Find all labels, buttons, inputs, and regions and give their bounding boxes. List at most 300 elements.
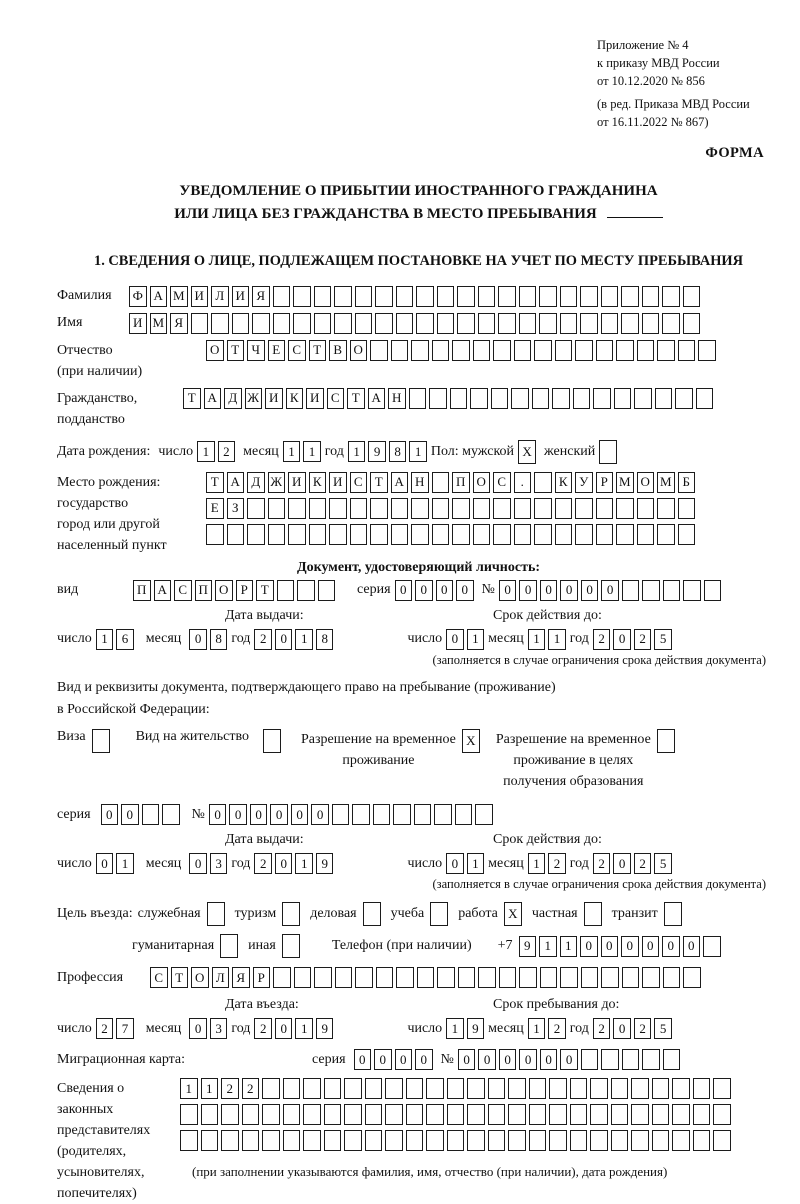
birth-place-cell[interactable] [247, 498, 265, 519]
phone-cell[interactable]: 1 [539, 936, 557, 957]
birth-place-cell[interactable]: Т [370, 472, 388, 493]
stay-until-year-cell[interactable]: 2 [634, 1018, 652, 1039]
birth-place-cell[interactable]: Б [678, 472, 696, 493]
profession-cell[interactable] [335, 967, 353, 988]
doc-valid-month-cell[interactable]: 1 [548, 629, 566, 650]
permit-valid-year-cell[interactable]: 0 [613, 853, 631, 874]
representative-cell[interactable]: 2 [221, 1078, 239, 1099]
surname-cell[interactable] [293, 286, 311, 307]
citizenship-cell[interactable] [450, 388, 468, 409]
patronymic-cell[interactable] [637, 340, 655, 361]
patronymic-cell[interactable]: Т [227, 340, 245, 361]
surname-cell[interactable]: Ф [129, 286, 147, 307]
given-name-cell[interactable]: М [150, 313, 168, 334]
profession-cell[interactable] [417, 967, 435, 988]
representative-cell[interactable] [652, 1078, 670, 1099]
patronymic-cell[interactable] [411, 340, 429, 361]
permit-valid-month-cell[interactable]: 2 [548, 853, 566, 874]
birth-place-cell[interactable] [350, 498, 368, 519]
permit-number-cell[interactable] [393, 804, 411, 825]
representative-cell[interactable] [447, 1130, 465, 1151]
doc-valid-month-cell[interactable]: 1 [528, 629, 546, 650]
birth-place-cell[interactable]: И [288, 472, 306, 493]
representative-cell[interactable] [344, 1130, 362, 1151]
given-name-cell[interactable] [621, 313, 639, 334]
birth-place-cell[interactable] [227, 524, 245, 545]
patronymic-cell[interactable] [678, 340, 696, 361]
citizenship-cell[interactable]: Т [183, 388, 201, 409]
profession-cell[interactable]: С [150, 967, 168, 988]
birth-place-cell[interactable] [329, 524, 347, 545]
birth-place-cell[interactable] [514, 524, 532, 545]
representative-cell[interactable] [221, 1104, 239, 1125]
given-name-cell[interactable] [519, 313, 537, 334]
purpose-cell[interactable] [430, 902, 448, 926]
given-name-cell[interactable] [498, 313, 516, 334]
birth-place-cell[interactable] [268, 498, 286, 519]
citizenship-cell[interactable]: Н [388, 388, 406, 409]
doc-issue-day-cell[interactable]: 1 [96, 629, 114, 650]
birth-place-cell[interactable] [206, 524, 224, 545]
given-name-cell[interactable] [396, 313, 414, 334]
migration-series-cell[interactable]: 0 [354, 1049, 372, 1070]
purpose-cell[interactable] [584, 902, 602, 926]
permit-number-cell[interactable]: 0 [229, 804, 247, 825]
permit-valid-month-cell[interactable]: 1 [528, 853, 546, 874]
migration-series-cell[interactable]: 0 [374, 1049, 392, 1070]
patronymic-cell[interactable] [514, 340, 532, 361]
representative-cell[interactable] [611, 1078, 629, 1099]
permit-number-cell[interactable] [475, 804, 493, 825]
representative-cell[interactable] [262, 1104, 280, 1125]
doc-valid-day-cell[interactable]: 1 [467, 629, 485, 650]
birth-place-cell[interactable]: А [391, 472, 409, 493]
doc-type-cell[interactable]: С [174, 580, 192, 601]
doc-type-cell[interactable]: Р [236, 580, 254, 601]
representative-cell[interactable] [242, 1104, 260, 1125]
patronymic-cell[interactable]: С [288, 340, 306, 361]
citizenship-cell[interactable]: А [204, 388, 222, 409]
representative-cell[interactable] [426, 1078, 444, 1099]
profession-cell[interactable] [601, 967, 619, 988]
surname-cell[interactable]: Л [211, 286, 229, 307]
representative-cell[interactable] [324, 1078, 342, 1099]
migration-number-cell[interactable] [663, 1049, 681, 1070]
representative-cell[interactable] [365, 1130, 383, 1151]
representative-cell[interactable] [590, 1130, 608, 1151]
permit-issue-year-cell[interactable]: 0 [275, 853, 293, 874]
permit-valid-day-cell[interactable]: 1 [467, 853, 485, 874]
phone-cell[interactable]: 1 [560, 936, 578, 957]
migration-number-cell[interactable] [601, 1049, 619, 1070]
given-name-cell[interactable] [601, 313, 619, 334]
doc-number-cell[interactable]: 0 [519, 580, 537, 601]
profession-cell[interactable]: Л [212, 967, 230, 988]
profession-cell[interactable] [437, 967, 455, 988]
stay-until-month-cell[interactable]: 1 [528, 1018, 546, 1039]
birth-place-cell[interactable] [616, 524, 634, 545]
birth-place-cell[interactable]: К [309, 472, 327, 493]
doc-issue-month-cell[interactable]: 0 [189, 629, 207, 650]
permit-valid-year-cell[interactable]: 2 [593, 853, 611, 874]
given-name-cell[interactable] [232, 313, 250, 334]
permit-number-cell[interactable] [434, 804, 452, 825]
visa-cell[interactable] [92, 729, 110, 753]
patronymic-cell[interactable] [452, 340, 470, 361]
doc-type-cell[interactable]: Т [256, 580, 274, 601]
representative-cell[interactable] [529, 1104, 547, 1125]
birth-place-cell[interactable] [473, 524, 491, 545]
representative-cell[interactable] [385, 1130, 403, 1151]
profession-cell[interactable] [642, 967, 660, 988]
profession-cell[interactable] [273, 967, 291, 988]
doc-type-cell[interactable]: П [133, 580, 151, 601]
representative-cell[interactable] [324, 1130, 342, 1151]
representative-cell[interactable] [303, 1130, 321, 1151]
representative-cell[interactable] [631, 1078, 649, 1099]
birth-place-cell[interactable]: У [575, 472, 593, 493]
birth-place-cell[interactable] [534, 524, 552, 545]
phone-cell[interactable] [703, 936, 721, 957]
doc-number-cell[interactable] [622, 580, 640, 601]
birth-place-cell[interactable] [432, 472, 450, 493]
surname-cell[interactable] [601, 286, 619, 307]
temp-residence-edu-cell[interactable] [657, 729, 675, 753]
stay-until-month-cell[interactable]: 2 [548, 1018, 566, 1039]
purpose-cell[interactable] [664, 902, 682, 926]
stay-until-day-cell[interactable]: 9 [467, 1018, 485, 1039]
doc-type-cell[interactable]: А [154, 580, 172, 601]
surname-cell[interactable] [314, 286, 332, 307]
birth-place-cell[interactable] [247, 524, 265, 545]
patronymic-cell[interactable]: Ч [247, 340, 265, 361]
entry-year-cell[interactable]: 9 [316, 1018, 334, 1039]
birth-place-cell[interactable] [288, 524, 306, 545]
birth-place-cell[interactable]: Р [596, 472, 614, 493]
citizenship-cell[interactable] [491, 388, 509, 409]
profession-cell[interactable] [355, 967, 373, 988]
citizenship-cell[interactable]: И [306, 388, 324, 409]
patronymic-cell[interactable]: О [350, 340, 368, 361]
doc-number-cell[interactable] [663, 580, 681, 601]
patronymic-cell[interactable] [596, 340, 614, 361]
representative-cell[interactable] [570, 1078, 588, 1099]
representative-cell[interactable]: 2 [242, 1078, 260, 1099]
representative-cell[interactable] [283, 1104, 301, 1125]
citizenship-cell[interactable] [614, 388, 632, 409]
doc-valid-year-cell[interactable]: 0 [613, 629, 631, 650]
representative-cell[interactable] [426, 1130, 444, 1151]
representative-cell[interactable] [570, 1130, 588, 1151]
profession-cell[interactable] [294, 967, 312, 988]
surname-cell[interactable] [621, 286, 639, 307]
citizenship-cell[interactable]: К [286, 388, 304, 409]
representative-cell[interactable] [180, 1130, 198, 1151]
migration-number-cell[interactable]: 0 [458, 1049, 476, 1070]
birth-place-cell[interactable] [657, 498, 675, 519]
doc-issue-year-cell[interactable]: 2 [254, 629, 272, 650]
doc-series-cell[interactable]: 0 [415, 580, 433, 601]
representative-cell[interactable] [713, 1104, 731, 1125]
representative-cell[interactable] [303, 1078, 321, 1099]
birth-place-cell[interactable] [452, 498, 470, 519]
representative-cell[interactable] [652, 1104, 670, 1125]
birth-place-cell[interactable]: К [555, 472, 573, 493]
profession-cell[interactable] [499, 967, 517, 988]
representative-cell[interactable] [611, 1130, 629, 1151]
permit-issue-year-cell[interactable]: 2 [254, 853, 272, 874]
stay-until-year-cell[interactable]: 2 [593, 1018, 611, 1039]
representative-cell[interactable] [385, 1078, 403, 1099]
permit-number-cell[interactable]: 0 [250, 804, 268, 825]
doc-valid-year-cell[interactable]: 2 [634, 629, 652, 650]
entry-month-cell[interactable]: 0 [189, 1018, 207, 1039]
profession-cell[interactable] [622, 967, 640, 988]
birth-place-cell[interactable]: О [473, 472, 491, 493]
representative-cell[interactable] [488, 1104, 506, 1125]
representative-cell[interactable] [549, 1130, 567, 1151]
surname-cell[interactable] [375, 286, 393, 307]
birth-place-cell[interactable] [288, 498, 306, 519]
representative-cell[interactable] [508, 1078, 526, 1099]
doc-issue-year-cell[interactable]: 1 [295, 629, 313, 650]
citizenship-cell[interactable] [573, 388, 591, 409]
representative-cell[interactable] [713, 1130, 731, 1151]
birth-place-cell[interactable] [473, 498, 491, 519]
surname-cell[interactable] [273, 286, 291, 307]
representative-cell[interactable] [672, 1104, 690, 1125]
representative-cell[interactable] [221, 1130, 239, 1151]
doc-series-cell[interactable]: 0 [395, 580, 413, 601]
citizenship-cell[interactable]: Д [224, 388, 242, 409]
given-name-cell[interactable] [375, 313, 393, 334]
representative-cell[interactable] [426, 1104, 444, 1125]
representative-cell[interactable] [549, 1104, 567, 1125]
permit-number-cell[interactable] [352, 804, 370, 825]
surname-cell[interactable]: Я [252, 286, 270, 307]
given-name-cell[interactable] [560, 313, 578, 334]
representative-cell[interactable] [303, 1104, 321, 1125]
patronymic-cell[interactable] [575, 340, 593, 361]
profession-cell[interactable] [478, 967, 496, 988]
given-name-cell[interactable] [457, 313, 475, 334]
birth-place-cell[interactable] [329, 498, 347, 519]
permit-number-cell[interactable]: 0 [311, 804, 329, 825]
given-name-cell[interactable] [355, 313, 373, 334]
representative-cell[interactable] [344, 1104, 362, 1125]
representative-cell[interactable] [406, 1078, 424, 1099]
doc-type-cell[interactable] [318, 580, 336, 601]
doc-number-cell[interactable]: 0 [601, 580, 619, 601]
representative-cell[interactable] [201, 1104, 219, 1125]
permit-number-cell[interactable]: 0 [270, 804, 288, 825]
representative-cell[interactable] [488, 1130, 506, 1151]
given-name-cell[interactable] [416, 313, 434, 334]
given-name-cell[interactable] [683, 313, 701, 334]
profession-cell[interactable] [683, 967, 701, 988]
surname-cell[interactable]: И [232, 286, 250, 307]
migration-number-cell[interactable]: 0 [519, 1049, 537, 1070]
representative-cell[interactable] [242, 1130, 260, 1151]
given-name-cell[interactable] [211, 313, 229, 334]
representative-cell[interactable] [201, 1130, 219, 1151]
entry-year-cell[interactable]: 0 [275, 1018, 293, 1039]
representative-cell[interactable] [672, 1078, 690, 1099]
surname-cell[interactable] [539, 286, 557, 307]
doc-type-cell[interactable] [297, 580, 315, 601]
given-name-cell[interactable] [293, 313, 311, 334]
given-name-cell[interactable]: И [129, 313, 147, 334]
birth-year-cell[interactable]: 9 [368, 441, 386, 462]
surname-cell[interactable] [396, 286, 414, 307]
residence-cell[interactable] [263, 729, 281, 753]
birth-place-cell[interactable]: . [514, 472, 532, 493]
patronymic-cell[interactable]: Т [309, 340, 327, 361]
representative-cell[interactable] [631, 1130, 649, 1151]
birth-place-cell[interactable]: Е [206, 498, 224, 519]
phone-cell[interactable]: 0 [642, 936, 660, 957]
doc-number-cell[interactable] [704, 580, 722, 601]
representative-cell[interactable] [406, 1104, 424, 1125]
birth-place-cell[interactable] [432, 524, 450, 545]
purpose-cell[interactable] [363, 902, 381, 926]
surname-cell[interactable] [355, 286, 373, 307]
birth-place-cell[interactable] [637, 524, 655, 545]
patronymic-cell[interactable]: В [329, 340, 347, 361]
birth-day-cell[interactable]: 2 [218, 441, 236, 462]
given-name-cell[interactable] [334, 313, 352, 334]
permit-issue-month-cell[interactable]: 3 [210, 853, 228, 874]
doc-valid-day-cell[interactable]: 0 [446, 629, 464, 650]
citizenship-cell[interactable]: С [327, 388, 345, 409]
migration-number-cell[interactable] [642, 1049, 660, 1070]
migration-number-cell[interactable]: 0 [499, 1049, 517, 1070]
profession-cell[interactable]: Т [171, 967, 189, 988]
patronymic-cell[interactable]: О [206, 340, 224, 361]
permit-issue-year-cell[interactable]: 1 [295, 853, 313, 874]
representative-cell[interactable] [447, 1078, 465, 1099]
patronymic-cell[interactable] [555, 340, 573, 361]
title-blank-line[interactable] [607, 206, 663, 218]
birth-place-cell[interactable] [493, 498, 511, 519]
birth-day-cell[interactable]: 1 [197, 441, 215, 462]
doc-number-cell[interactable] [683, 580, 701, 601]
doc-type-cell[interactable] [277, 580, 295, 601]
birth-place-cell[interactable] [534, 472, 552, 493]
surname-cell[interactable] [416, 286, 434, 307]
purpose-cell[interactable] [282, 934, 300, 958]
citizenship-cell[interactable] [552, 388, 570, 409]
patronymic-cell[interactable] [370, 340, 388, 361]
patronymic-cell[interactable] [493, 340, 511, 361]
doc-type-cell[interactable]: П [195, 580, 213, 601]
citizenship-cell[interactable] [593, 388, 611, 409]
representative-cell[interactable] [365, 1104, 383, 1125]
surname-cell[interactable] [580, 286, 598, 307]
doc-series-cell[interactable]: 0 [436, 580, 454, 601]
citizenship-cell[interactable]: И [265, 388, 283, 409]
permit-number-cell[interactable] [332, 804, 350, 825]
birth-year-cell[interactable]: 1 [409, 441, 427, 462]
sex-female-cell[interactable] [599, 440, 617, 464]
patronymic-cell[interactable] [432, 340, 450, 361]
birth-place-cell[interactable] [637, 498, 655, 519]
doc-issue-day-cell[interactable]: 6 [116, 629, 134, 650]
citizenship-cell[interactable]: Т [347, 388, 365, 409]
birth-place-cell[interactable]: О [637, 472, 655, 493]
representative-cell[interactable] [283, 1078, 301, 1099]
migration-number-cell[interactable] [622, 1049, 640, 1070]
birth-year-cell[interactable]: 8 [389, 441, 407, 462]
doc-issue-year-cell[interactable]: 8 [316, 629, 334, 650]
permit-issue-year-cell[interactable]: 9 [316, 853, 334, 874]
permit-issue-month-cell[interactable]: 0 [189, 853, 207, 874]
representative-cell[interactable] [447, 1104, 465, 1125]
migration-series-cell[interactable]: 0 [415, 1049, 433, 1070]
profession-cell[interactable]: О [191, 967, 209, 988]
birth-place-cell[interactable] [596, 524, 614, 545]
representative-cell[interactable] [467, 1130, 485, 1151]
permit-number-cell[interactable]: 0 [209, 804, 227, 825]
permit-number-cell[interactable] [455, 804, 473, 825]
birth-place-cell[interactable] [575, 498, 593, 519]
birth-place-cell[interactable]: С [493, 472, 511, 493]
doc-issue-month-cell[interactable]: 8 [210, 629, 228, 650]
birth-place-cell[interactable] [678, 524, 696, 545]
permit-issue-day-cell[interactable]: 0 [96, 853, 114, 874]
birth-place-cell[interactable] [411, 524, 429, 545]
representative-cell[interactable] [693, 1104, 711, 1125]
permit-series-cell[interactable]: 0 [121, 804, 139, 825]
given-name-cell[interactable] [478, 313, 496, 334]
birth-place-cell[interactable] [678, 498, 696, 519]
purpose-cell[interactable] [207, 902, 225, 926]
citizenship-cell[interactable] [532, 388, 550, 409]
temp-residence-cell[interactable]: X [462, 729, 480, 753]
representative-cell[interactable] [262, 1078, 280, 1099]
citizenship-cell[interactable] [696, 388, 714, 409]
birth-place-cell[interactable] [555, 524, 573, 545]
doc-valid-year-cell[interactable]: 2 [593, 629, 611, 650]
surname-cell[interactable] [457, 286, 475, 307]
given-name-cell[interactable] [642, 313, 660, 334]
doc-issue-year-cell[interactable]: 0 [275, 629, 293, 650]
profession-cell[interactable] [540, 967, 558, 988]
permit-series-cell[interactable] [142, 804, 160, 825]
citizenship-cell[interactable] [675, 388, 693, 409]
birth-place-cell[interactable] [370, 498, 388, 519]
stay-until-day-cell[interactable]: 1 [446, 1018, 464, 1039]
birth-place-cell[interactable]: Ж [268, 472, 286, 493]
purpose-cell[interactable]: X [504, 902, 522, 926]
representative-cell[interactable] [631, 1104, 649, 1125]
patronymic-cell[interactable] [616, 340, 634, 361]
migration-number-cell[interactable]: 0 [560, 1049, 578, 1070]
profession-cell[interactable]: Я [232, 967, 250, 988]
representative-cell[interactable]: 1 [201, 1078, 219, 1099]
given-name-cell[interactable] [273, 313, 291, 334]
birth-place-cell[interactable] [493, 524, 511, 545]
profession-cell[interactable] [396, 967, 414, 988]
citizenship-cell[interactable] [470, 388, 488, 409]
birth-place-cell[interactable]: Д [247, 472, 265, 493]
patronymic-cell[interactable] [391, 340, 409, 361]
patronymic-cell[interactable] [657, 340, 675, 361]
birth-place-cell[interactable] [309, 524, 327, 545]
stay-until-year-cell[interactable]: 0 [613, 1018, 631, 1039]
birth-place-cell[interactable] [575, 524, 593, 545]
surname-cell[interactable]: М [170, 286, 188, 307]
